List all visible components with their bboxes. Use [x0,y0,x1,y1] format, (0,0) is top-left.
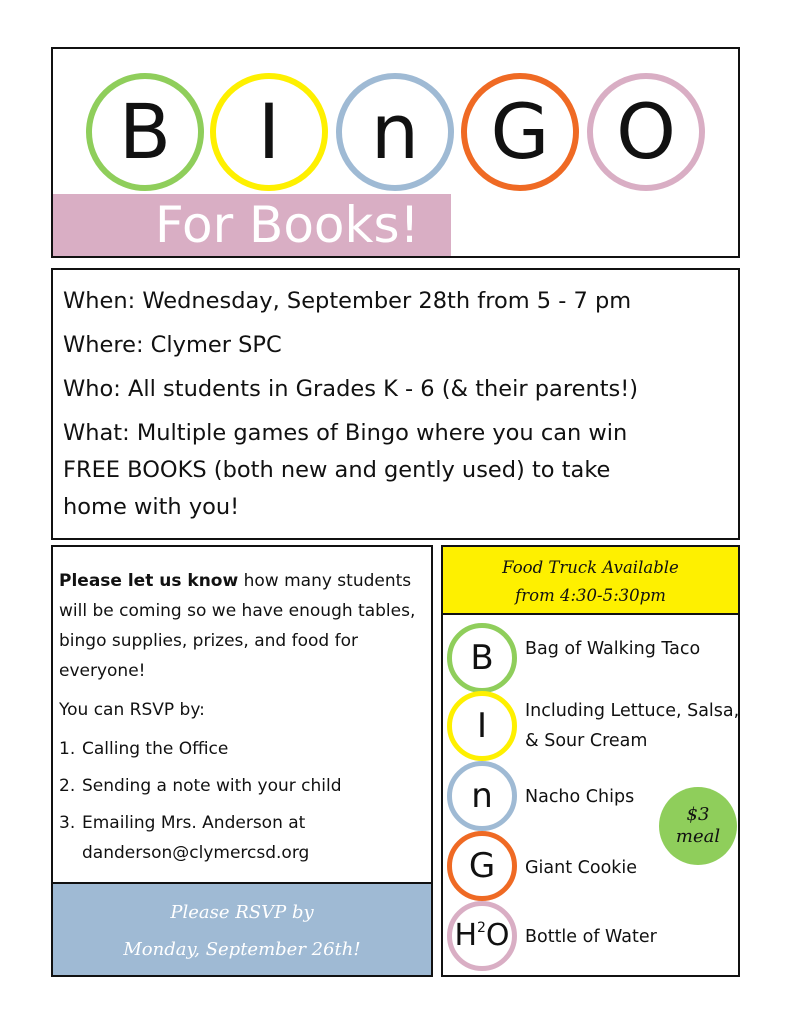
menu-letter-i: I [447,691,517,761]
rsvp-option-text [82,808,309,868]
h2o-h: H [454,918,477,953]
rsvp-option-text: Sending a note with your child [82,776,342,796]
menu-item-water: Bottle of Water [525,927,657,947]
menu-letter-n: n [447,761,517,831]
menu-letter-h2o [447,901,517,971]
rsvp-option-number: 2. [59,776,76,796]
food-header-line-1: Food Truck Available [502,558,679,577]
price-badge [659,787,737,865]
rsvp-option-text: Calling the Office [82,739,229,759]
rsvp-panel [51,545,433,977]
deadline-line-1: Please RSVP by [170,902,314,923]
subtitle-banner: For Books! [53,194,451,256]
who-line: Who: All students in Grades K - 6 (& their parents!) [63,376,639,402]
letter-circle-i: I [210,73,328,191]
rsvp-option [59,734,425,764]
price-amount: $3 [686,804,710,825]
what-line-1: What: Multiple games of Bingo where you can win [63,420,628,446]
menu-item-nacho-chips: Nacho Chips [525,787,635,807]
title-banner [51,47,740,258]
what-line [63,415,728,526]
menu-item-giant-cookie: Giant Cookie [525,858,638,878]
food-header-line-2: from 4:30-5:30pm [515,586,666,605]
letter-circle-b: B [86,73,204,191]
letter-circle-g: G [461,73,579,191]
rsvp-intro-bold: Please let us know [59,571,239,591]
price-unit: meal [675,826,721,847]
rsvp-intro-text: how many students will be coming so we have enough tables, bingo supplies, prizes, and food for everyone! [59,571,416,681]
deadline-line-2: Monday, September 26th! [123,939,361,960]
letter-circle-o: O [587,73,705,191]
menu-letter-b: B [447,623,517,693]
rsvp-by-label: You can RSVP by: [59,700,205,720]
what-line-2: FREE BOOKS (both new and gently used) to take [63,457,611,483]
rsvp-option [59,808,425,868]
rsvp-option-number: 3. [59,813,76,833]
rsvp-deadline [53,882,431,975]
h2o-2: 2 [477,920,486,936]
menu-item-toppings: Including Lettuce, Salsa, & Sour Cream [525,701,740,751]
where-line: Where: Clymer SPC [63,332,282,358]
event-details [51,268,740,540]
rsvp-intro [59,566,425,686]
rsvp-option-email-label: Emailing Mrs. Anderson at [82,813,306,833]
what-line-3: home with you! [63,494,240,520]
menu-letter-g: G [447,831,517,901]
rsvp-email-link[interactable]: danderson@clymercsd.org [82,843,310,863]
when-line: When: Wednesday, September 28th from 5 - 7 pm [63,288,632,314]
food-truck-panel [441,545,740,977]
letter-circle-n: n [336,73,454,191]
menu-item-walking-taco: Bag of Walking Taco [525,639,701,659]
food-truck-header [443,547,738,615]
rsvp-option [59,771,425,801]
h2o-o: O [485,918,510,953]
rsvp-option-number: 1. [59,739,76,759]
